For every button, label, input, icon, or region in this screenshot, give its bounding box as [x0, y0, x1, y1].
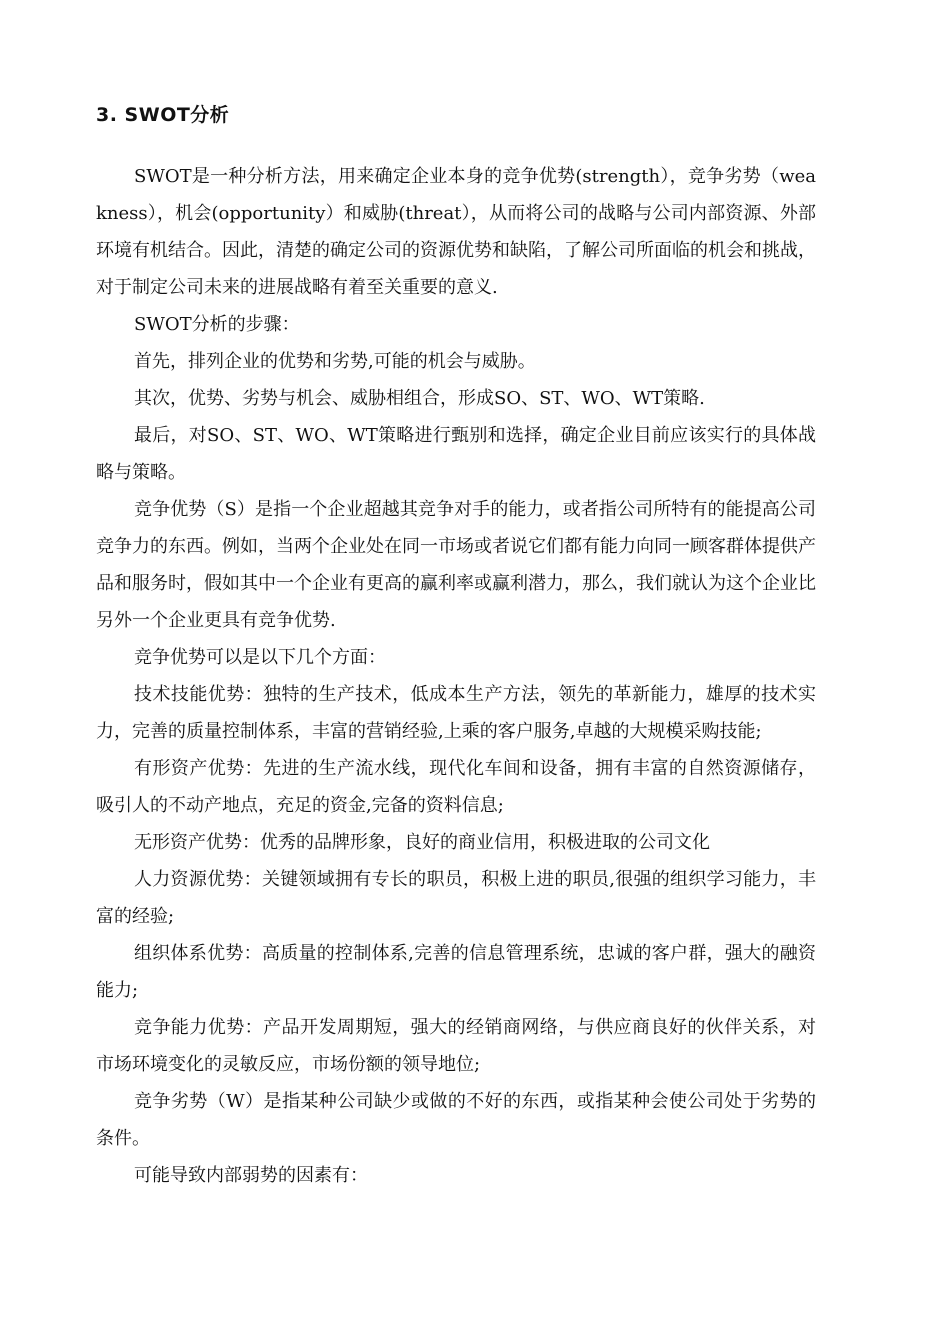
paragraph-strength-definition: 竞争优势（S）是指一个企业超越其竞争对手的能力，或者指公司所特有的能提高公司竞争力的东西。例如，当两个企业处在同一市场或者说它们都有能力向同一顾客群体提供产品和服务时，假如其中一个企业有更高的赢利率或赢利潜力，那么，我们就认为这个企业比另外一个企业更具有竞争优势.	[96, 499, 816, 631]
paragraph-step-second: 其次，优势、劣势与机会、威胁相组合，形成SO、ST、WO、WT策略.	[134, 388, 705, 409]
paragraph-human-resources: 人力资源优势：关键领域拥有专长的职员，积极上进的职员,很强的组织学习能力，丰富的经验;	[96, 869, 816, 927]
paragraph-weakness-factors: 可能导致内部弱势的因素有：	[134, 1165, 368, 1186]
paragraph-technical-skills: 技术技能优势：独特的生产技术，低成本生产方法，领先的革新能力，雄厚的技术实力，完善的质量控制体系，丰富的营销经验,上乘的客户服务,卓越的大规模采购技能;	[96, 684, 816, 742]
paragraph-strength-aspects: 竞争优势可以是以下几个方面：	[134, 647, 386, 668]
paragraph-intangible-assets: 无形资产优势：优秀的品牌形象，良好的商业信用，积极进取的公司文化	[134, 832, 710, 853]
paragraph-organization-system: 组织体系优势：高质量的控制体系,完善的信息管理系统，忠诚的客户群，强大的融资能力;	[96, 943, 816, 1001]
body-text	[96, 158, 816, 1194]
paragraph-swot-intro: SWOT是一种分析方法，用来确定企业本身的竞争优势(strength），竞争劣势（weakness），机会(opportunity）和威胁(threat），从而将公司的战略与公司内部资源、外部环境有机结合。因此，清楚的确定公司的资源优势和缺陷，了解公司所面临的机会和挑战，对于制定公司未来的进展战略有着至关重要的意义.	[96, 166, 816, 298]
paragraph-weakness-definition: 竞争劣势（W）是指某种公司缺少或做的不好的东西，或指某种会使公司处于劣势的条件。	[96, 1091, 816, 1149]
section-heading: 3. SWOT分析	[96, 104, 230, 126]
paragraph-competitive-capability: 竞争能力优势：产品开发周期短，强大的经销商网络，与供应商良好的伙伴关系，对市场环境变化的灵敏反应，市场份额的领导地位;	[96, 1017, 816, 1075]
paragraph-step-last: 最后，对SO、ST、WO、WT策略进行甄别和选择，确定企业目前应该实行的具体战略与策略。	[96, 425, 816, 483]
paragraph-step-first: 首先，排列企业的优势和劣势,可能的机会与威胁。	[134, 351, 536, 372]
paragraph-steps-heading: SWOT分析的步骤：	[134, 314, 300, 335]
paragraph-tangible-assets: 有形资产优势：先进的生产流水线，现代化车间和设备，拥有丰富的自然资源储存，吸引人的不动产地点，充足的资金,完备的资料信息;	[96, 758, 816, 816]
